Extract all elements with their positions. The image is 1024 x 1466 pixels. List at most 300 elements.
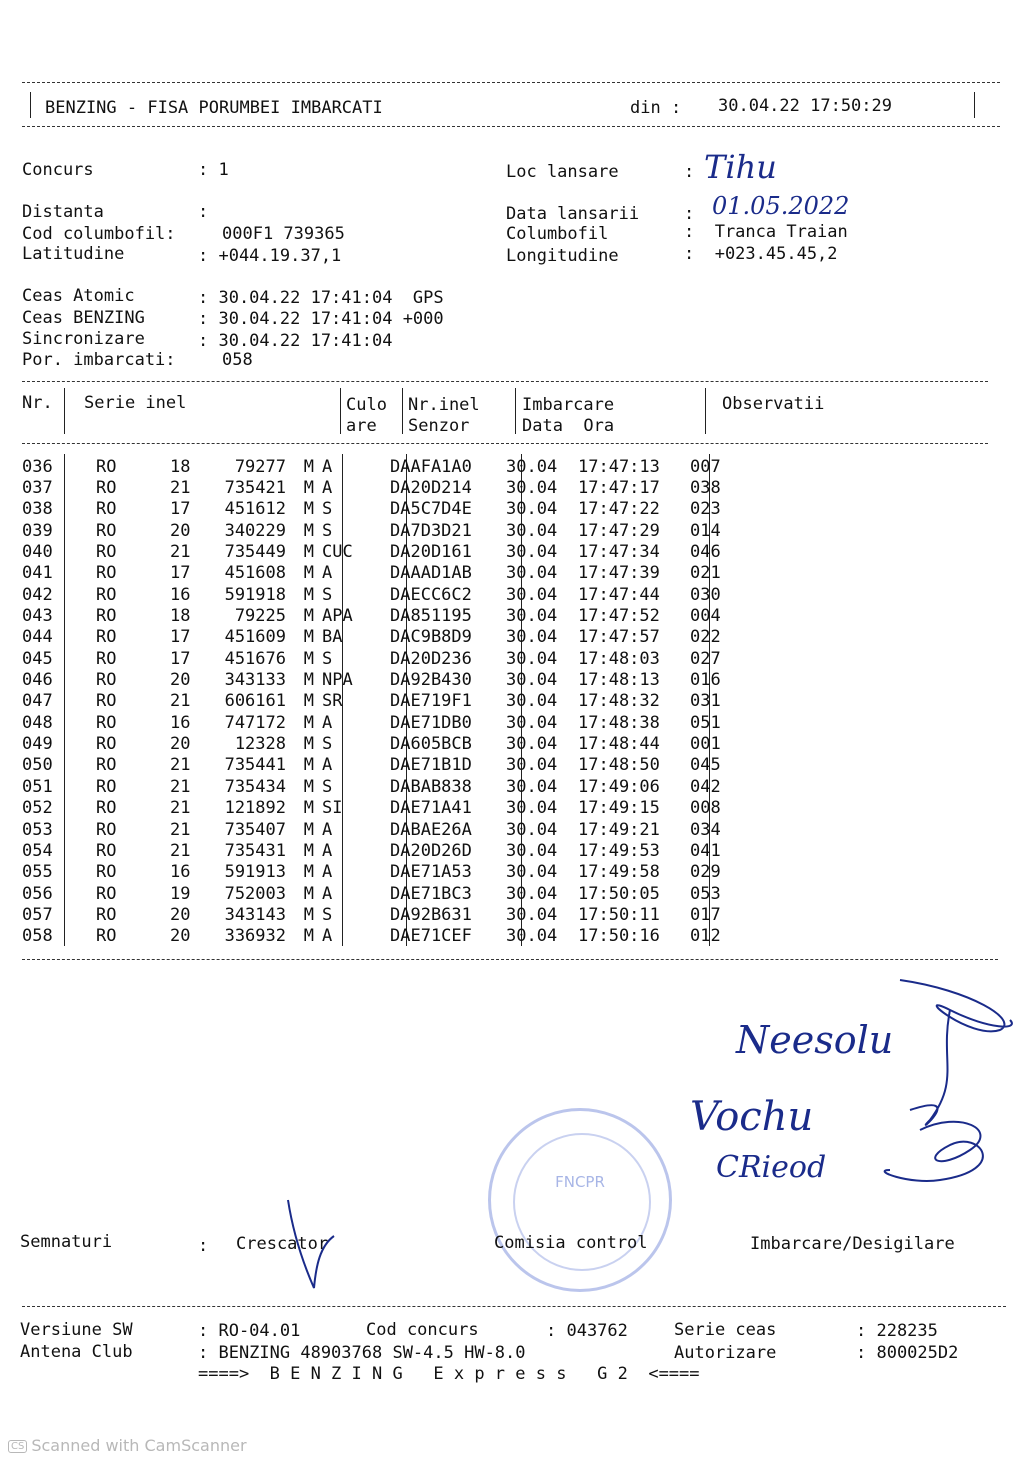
ring-year-cell: 16 xyxy=(170,862,191,883)
camscanner-watermark xyxy=(8,1436,247,1455)
row-number-cell: 049 xyxy=(22,734,53,755)
color-code-cell: A xyxy=(322,840,333,861)
versiune-sw-label: Versiune SW xyxy=(20,1320,133,1340)
observation-cell: 051 xyxy=(690,712,721,733)
ceas-benzing-label: Ceas BENZING xyxy=(22,308,145,328)
col-header-imbarcare-2: Data Ora xyxy=(522,416,615,436)
header-bottom-rule xyxy=(22,126,1000,127)
sincronizare-label: Sincronizare xyxy=(22,329,145,349)
color-code-cell: A xyxy=(322,926,333,947)
latitudine-value: : +044.19.37,1 xyxy=(198,246,342,266)
ceas-benzing-value: : 30.04.22 17:41:04 +000 xyxy=(198,309,444,329)
ring-year-cell: 17 xyxy=(170,627,191,648)
color-code-cell: A xyxy=(322,862,333,883)
observation-cell: 014 xyxy=(690,520,721,541)
color-code-cell: S xyxy=(322,776,333,797)
ring-number-cell: 121892 xyxy=(224,798,286,819)
observation-cell: 046 xyxy=(690,542,721,563)
boarding-time-cell: 17:48:13 xyxy=(578,670,660,691)
color-code-cell: CUC xyxy=(322,542,353,563)
ring-year-cell: 20 xyxy=(170,520,191,541)
cod-concurs-value: : 043762 xyxy=(546,1321,628,1341)
versiune-sw-value: : RO-04.01 xyxy=(198,1321,301,1341)
cod-columbofil-label: Cod columbofil: xyxy=(22,224,176,244)
observation-cell: 042 xyxy=(690,776,721,797)
ring-country-cell: RO xyxy=(96,627,117,648)
ring-year-cell: 18 xyxy=(170,456,191,477)
table-row xyxy=(22,627,750,648)
ring-year-cell: 20 xyxy=(170,734,191,755)
ring-country-cell: RO xyxy=(96,904,117,925)
ring-number-cell: 451608 xyxy=(224,563,286,584)
observation-cell: 034 xyxy=(690,819,721,840)
porumbei-imbarcati-label: Por. imbarcati: xyxy=(22,350,176,370)
boarding-time-cell: 17:49:58 xyxy=(578,862,660,883)
color-code-cell: S xyxy=(322,648,333,669)
sex-code-cell: M xyxy=(303,883,314,904)
sensor-id-cell: DAE71A53 xyxy=(390,862,472,883)
ring-year-cell: 21 xyxy=(170,542,191,563)
color-code-cell: BA xyxy=(322,627,343,648)
sex-code-cell: M xyxy=(303,606,314,627)
ring-number-cell: 752003 xyxy=(224,883,286,904)
pigeons-table xyxy=(22,456,750,947)
row-number-cell: 045 xyxy=(22,648,53,669)
sex-code-cell: M xyxy=(303,542,314,563)
sensor-id-cell: DA20D161 xyxy=(390,542,472,563)
ring-country-cell: RO xyxy=(96,776,117,797)
ring-number-cell: 336932 xyxy=(224,926,286,947)
sex-code-cell: M xyxy=(303,627,314,648)
sex-code-cell: M xyxy=(303,926,314,947)
boarding-time-cell: 17:47:39 xyxy=(578,563,660,584)
sex-code-cell: M xyxy=(303,563,314,584)
table-row xyxy=(22,563,750,584)
table-row xyxy=(22,712,750,733)
table-bottom-rule xyxy=(22,959,998,960)
color-code-cell: A xyxy=(322,755,333,776)
table-row xyxy=(22,669,750,690)
ring-year-cell: 21 xyxy=(170,819,191,840)
boarding-time-cell: 17:49:06 xyxy=(578,776,660,797)
ring-country-cell: RO xyxy=(96,926,117,947)
concurs-value: : 1 xyxy=(198,160,229,180)
loc-lansare-handwritten: Tihu xyxy=(704,148,777,186)
color-code-cell: S xyxy=(322,584,333,605)
row-number-cell: 036 xyxy=(22,456,53,477)
observation-cell: 038 xyxy=(690,478,721,499)
hdr-sep-5 xyxy=(705,388,706,434)
sex-code-cell: M xyxy=(303,755,314,776)
col-header-nr-inel-2: Senzor xyxy=(408,416,470,436)
row-number-cell: 051 xyxy=(22,776,53,797)
color-code-cell: A xyxy=(322,883,333,904)
pigeons-table-body xyxy=(22,456,750,947)
table-row xyxy=(22,840,750,861)
camscanner-logo-icon: CS xyxy=(8,1440,27,1453)
serie-ceas-value: : 228235 xyxy=(856,1321,938,1341)
ring-year-cell: 16 xyxy=(170,584,191,605)
boarding-date-cell: 30.04 xyxy=(506,670,558,691)
data-lansarii-label: Data lansarii xyxy=(506,204,640,224)
color-code-cell: SR xyxy=(322,691,343,712)
ring-year-cell: 20 xyxy=(170,670,191,691)
boarding-date-cell: 30.04 xyxy=(506,478,558,499)
ring-number-cell: 735407 xyxy=(224,819,286,840)
row-number-cell: 054 xyxy=(22,840,53,861)
boarding-time-cell: 17:50:11 xyxy=(578,904,660,925)
row-number-cell: 058 xyxy=(22,926,53,947)
ring-number-cell: 735421 xyxy=(224,478,286,499)
antena-club-value: : BENZING 48903768 SW-4.5 HW-8.0 xyxy=(198,1343,526,1363)
col-header-culoare-1: Culo xyxy=(346,395,387,415)
ring-country-cell: RO xyxy=(96,456,117,477)
col-header-nr-inel-1: Nr.inel xyxy=(408,395,480,415)
table-row xyxy=(22,605,750,626)
ring-year-cell: 18 xyxy=(170,606,191,627)
color-code-cell: A xyxy=(322,563,333,584)
row-number-cell: 039 xyxy=(22,520,53,541)
boarding-date-cell: 30.04 xyxy=(506,776,558,797)
col-header-serie-inel: Serie inel xyxy=(84,393,187,413)
boarding-date-cell: 30.04 xyxy=(506,542,558,563)
row-number-cell: 038 xyxy=(22,499,53,520)
row-number-cell: 050 xyxy=(22,755,53,776)
boarding-date-cell: 30.04 xyxy=(506,691,558,712)
boarding-date-cell: 30.04 xyxy=(506,648,558,669)
col-header-culoare-2: are xyxy=(346,416,377,436)
row-number-cell: 046 xyxy=(22,670,53,691)
sensor-id-cell: DAE71B1D xyxy=(390,755,472,776)
table-row xyxy=(22,648,750,669)
sincronizare-value: : 30.04.22 17:41:04 xyxy=(198,331,393,351)
hdr-sep-3 xyxy=(402,388,403,434)
table-row xyxy=(22,904,750,925)
signature-2: Vochu xyxy=(690,1094,814,1140)
imbarcare-desigilare-label: Imbarcare/Desigilare xyxy=(750,1234,955,1254)
row-number-cell: 043 xyxy=(22,606,53,627)
boarding-date-cell: 30.04 xyxy=(506,499,558,520)
boarding-date-cell: 30.04 xyxy=(506,883,558,904)
ring-number-cell: 735449 xyxy=(224,542,286,563)
boarding-date-cell: 30.04 xyxy=(506,926,558,947)
ring-number-cell: 747172 xyxy=(224,712,286,733)
observation-cell: 053 xyxy=(690,883,721,904)
boarding-time-cell: 17:48:50 xyxy=(578,755,660,776)
boarding-time-cell: 17:47:57 xyxy=(578,627,660,648)
observation-cell: 004 xyxy=(690,606,721,627)
sensor-id-cell: DAE71A41 xyxy=(390,798,472,819)
sensor-id-cell: DA20D236 xyxy=(390,648,472,669)
sensor-id-cell: DA851195 xyxy=(390,606,472,627)
sensor-id-cell: DAECC6C2 xyxy=(390,584,472,605)
ring-year-cell: 21 xyxy=(170,755,191,776)
ring-country-cell: RO xyxy=(96,606,117,627)
ring-number-cell: 735441 xyxy=(224,755,286,776)
table-header-bottom-rule xyxy=(22,443,988,444)
row-number-cell: 040 xyxy=(22,542,53,563)
ring-number-cell: 735431 xyxy=(224,840,286,861)
crescator-label: Crescator xyxy=(236,1234,329,1254)
boarding-date-cell: 30.04 xyxy=(506,734,558,755)
boarding-date-cell: 30.04 xyxy=(506,520,558,541)
boarding-time-cell: 17:49:15 xyxy=(578,798,660,819)
table-row xyxy=(22,541,750,562)
sensor-id-cell: DABAE26A xyxy=(390,819,472,840)
ring-number-cell: 606161 xyxy=(224,691,286,712)
sex-code-cell: M xyxy=(303,840,314,861)
table-row xyxy=(22,883,750,904)
table-row xyxy=(22,520,750,541)
observation-cell: 023 xyxy=(690,499,721,520)
ring-number-cell: 340229 xyxy=(224,520,286,541)
sex-code-cell: M xyxy=(303,499,314,520)
ring-country-cell: RO xyxy=(96,520,117,541)
ring-year-cell: 21 xyxy=(170,691,191,712)
sensor-id-cell: DAE71BC3 xyxy=(390,883,472,904)
ring-number-cell: 451676 xyxy=(224,648,286,669)
document-title: BENZING - FISA PORUMBEI IMBARCATI xyxy=(45,98,383,118)
sensor-id-cell: DAC9B8D9 xyxy=(390,627,472,648)
ring-country-cell: RO xyxy=(96,648,117,669)
ring-country-cell: RO xyxy=(96,499,117,520)
ring-year-cell: 16 xyxy=(170,712,191,733)
sex-code-cell: M xyxy=(303,456,314,477)
sensor-id-cell: DAE71DB0 xyxy=(390,712,472,733)
boarding-time-cell: 17:48:44 xyxy=(578,734,660,755)
ceas-atomic-value: : 30.04.22 17:41:04 GPS xyxy=(198,288,444,308)
row-number-cell: 047 xyxy=(22,691,53,712)
sensor-id-cell: DAE71CEF xyxy=(390,926,472,947)
row-number-cell: 037 xyxy=(22,478,53,499)
row-number-cell: 056 xyxy=(22,883,53,904)
boarding-time-cell: 17:47:29 xyxy=(578,520,660,541)
row-number-cell: 044 xyxy=(22,627,53,648)
table-row xyxy=(22,733,750,754)
table-row xyxy=(22,499,750,520)
boarding-time-cell: 17:47:34 xyxy=(578,542,660,563)
observation-cell: 001 xyxy=(690,734,721,755)
sensor-id-cell: DA92B631 xyxy=(390,904,472,925)
header-datetime: 30.04.22 17:50:29 xyxy=(718,96,892,116)
header-din-label: din : xyxy=(630,98,682,118)
ring-country-cell: RO xyxy=(96,734,117,755)
row-number-cell: 055 xyxy=(22,862,53,883)
ring-country-cell: RO xyxy=(96,819,117,840)
ring-country-cell: RO xyxy=(96,883,117,904)
sex-code-cell: M xyxy=(303,584,314,605)
ring-country-cell: RO xyxy=(96,862,117,883)
observation-cell: 030 xyxy=(690,584,721,605)
table-row xyxy=(22,862,750,883)
table-row xyxy=(22,584,750,605)
color-code-cell: A xyxy=(322,456,333,477)
sex-code-cell: M xyxy=(303,776,314,797)
row-number-cell: 041 xyxy=(22,563,53,584)
distanta-value: : xyxy=(198,202,209,222)
official-stamp-text: FNCPR xyxy=(555,1173,605,1191)
columbofil-label: Columbofil xyxy=(506,224,609,244)
observation-cell: 045 xyxy=(690,755,721,776)
sex-code-cell: M xyxy=(303,712,314,733)
official-stamp xyxy=(488,1108,672,1292)
table-row xyxy=(22,456,750,477)
row-number-cell: 042 xyxy=(22,584,53,605)
autorizare-label: Autorizare xyxy=(674,1343,777,1363)
row-number-cell: 053 xyxy=(22,819,53,840)
hdr-sep-4 xyxy=(515,388,516,434)
ring-year-cell: 21 xyxy=(170,776,191,797)
ring-year-cell: 17 xyxy=(170,648,191,669)
sex-code-cell: M xyxy=(303,478,314,499)
color-code-cell: S xyxy=(322,734,333,755)
ring-country-cell: RO xyxy=(96,542,117,563)
ring-country-cell: RO xyxy=(96,584,117,605)
boarding-time-cell: 17:50:05 xyxy=(578,883,660,904)
color-code-cell: S xyxy=(322,499,333,520)
data-lansarii-sep: : xyxy=(684,204,695,224)
sex-code-cell: M xyxy=(303,862,314,883)
ring-number-cell: 451612 xyxy=(224,499,286,520)
loc-lansare-sep: : xyxy=(684,162,695,182)
boarding-date-cell: 30.04 xyxy=(506,627,558,648)
ring-country-cell: RO xyxy=(96,670,117,691)
ring-country-cell: RO xyxy=(96,478,117,499)
ring-country-cell: RO xyxy=(96,755,117,776)
color-code-cell: A xyxy=(322,819,333,840)
signature-1: Neesolu xyxy=(736,1018,894,1062)
observation-cell: 008 xyxy=(690,798,721,819)
observation-cell: 021 xyxy=(690,563,721,584)
serie-ceas-label: Serie ceas xyxy=(674,1320,777,1340)
sex-code-cell: M xyxy=(303,734,314,755)
sensor-id-cell: DABAB838 xyxy=(390,776,472,797)
antena-club-label: Antena Club xyxy=(20,1342,133,1362)
ring-number-cell: 591913 xyxy=(224,862,286,883)
sex-code-cell: M xyxy=(303,691,314,712)
ring-year-cell: 20 xyxy=(170,904,191,925)
loc-lansare-label: Loc lansare xyxy=(506,162,619,182)
color-code-cell: S xyxy=(322,520,333,541)
boarding-date-cell: 30.04 xyxy=(506,798,558,819)
ceas-atomic-label: Ceas Atomic xyxy=(22,286,135,306)
boarding-date-cell: 30.04 xyxy=(506,904,558,925)
ring-year-cell: 19 xyxy=(170,883,191,904)
sensor-id-cell: DA20D26D xyxy=(390,840,472,861)
color-code-cell: NPA xyxy=(322,670,353,691)
col-header-imbarcare-1: Imbarcare xyxy=(522,395,615,415)
table-row xyxy=(22,798,750,819)
table-row xyxy=(22,691,750,712)
longitudine-value: : +023.45.45,2 xyxy=(684,244,838,264)
observation-cell: 041 xyxy=(690,840,721,861)
boarding-time-cell: 17:48:38 xyxy=(578,712,660,733)
table-row xyxy=(22,926,750,947)
ring-number-cell: 343143 xyxy=(224,904,286,925)
ring-year-cell: 21 xyxy=(170,798,191,819)
ring-year-cell: 17 xyxy=(170,563,191,584)
observation-cell: 022 xyxy=(690,627,721,648)
observation-cell: 007 xyxy=(690,456,721,477)
col-header-nr: Nr. xyxy=(22,393,53,413)
ring-year-cell: 20 xyxy=(170,926,191,947)
sensor-id-cell: DA92B430 xyxy=(390,670,472,691)
boarding-date-cell: 30.04 xyxy=(506,606,558,627)
ring-year-cell: 17 xyxy=(170,499,191,520)
boarding-time-cell: 17:49:21 xyxy=(578,819,660,840)
ring-country-cell: RO xyxy=(96,840,117,861)
semnaturi-sep: : xyxy=(198,1236,209,1256)
observation-cell: 016 xyxy=(690,670,721,691)
table-row xyxy=(22,776,750,797)
observation-cell: 017 xyxy=(690,904,721,925)
observation-cell: 029 xyxy=(690,862,721,883)
color-code-cell: SI xyxy=(322,798,343,819)
longitudine-label: Longitudine xyxy=(506,246,619,266)
sensor-id-cell: DA20D214 xyxy=(390,478,472,499)
comisia-control-label: Comisia control xyxy=(494,1233,648,1253)
sex-code-cell: M xyxy=(303,520,314,541)
data-lansarii-handwritten: 01.05.2022 xyxy=(712,192,850,220)
cod-columbofil-value: 000F1 739365 xyxy=(222,224,345,244)
sensor-id-cell: DAE719F1 xyxy=(390,691,472,712)
ring-number-cell: 343133 xyxy=(224,670,286,691)
boarding-time-cell: 17:47:44 xyxy=(578,584,660,605)
boarding-time-cell: 17:47:17 xyxy=(578,478,660,499)
columbofil-value: : Tranca Traian xyxy=(684,222,848,242)
footer-top-rule xyxy=(22,1306,1006,1307)
header-left-border xyxy=(30,92,31,118)
ring-country-cell: RO xyxy=(96,563,117,584)
boarding-time-cell: 17:49:53 xyxy=(578,840,660,861)
boarding-time-cell: 17:47:52 xyxy=(578,606,660,627)
sensor-id-cell: DAAFA1A0 xyxy=(390,456,472,477)
sensor-id-cell: DAAAD1AB xyxy=(390,563,472,584)
header-right-border xyxy=(974,92,975,118)
ring-year-cell: 21 xyxy=(170,840,191,861)
row-number-cell: 048 xyxy=(22,712,53,733)
boarding-date-cell: 30.04 xyxy=(506,840,558,861)
boarding-time-cell: 17:48:03 xyxy=(578,648,660,669)
ring-number-cell: 79225 xyxy=(234,606,286,627)
header-top-rule xyxy=(22,82,1000,83)
boarding-time-cell: 17:47:22 xyxy=(578,499,660,520)
table-row xyxy=(22,755,750,776)
ring-number-cell: 591918 xyxy=(224,584,286,605)
boarding-date-cell: 30.04 xyxy=(506,456,558,477)
observation-cell: 012 xyxy=(690,926,721,947)
boarding-time-cell: 17:48:32 xyxy=(578,691,660,712)
ring-number-cell: 451609 xyxy=(224,627,286,648)
color-code-cell: A xyxy=(322,712,333,733)
latitudine-label: Latitudine xyxy=(22,244,125,264)
benzing-express-banner: ====> B E N Z I N G E x p r e s s G 2 <==== xyxy=(198,1364,700,1384)
porumbei-imbarcati-value: 058 xyxy=(222,350,253,370)
boarding-date-cell: 30.04 xyxy=(506,862,558,883)
hdr-sep-1 xyxy=(64,388,65,434)
sex-code-cell: M xyxy=(303,819,314,840)
sex-code-cell: M xyxy=(303,798,314,819)
ring-year-cell: 21 xyxy=(170,478,191,499)
ring-number-cell: 12328 xyxy=(234,734,286,755)
boarding-time-cell: 17:47:13 xyxy=(578,456,660,477)
observation-cell: 027 xyxy=(690,648,721,669)
boarding-date-cell: 30.04 xyxy=(506,755,558,776)
hdr-sep-2 xyxy=(340,388,341,434)
sex-code-cell: M xyxy=(303,670,314,691)
sensor-id-cell: DA5C7D4E xyxy=(390,499,472,520)
boarding-date-cell: 30.04 xyxy=(506,563,558,584)
